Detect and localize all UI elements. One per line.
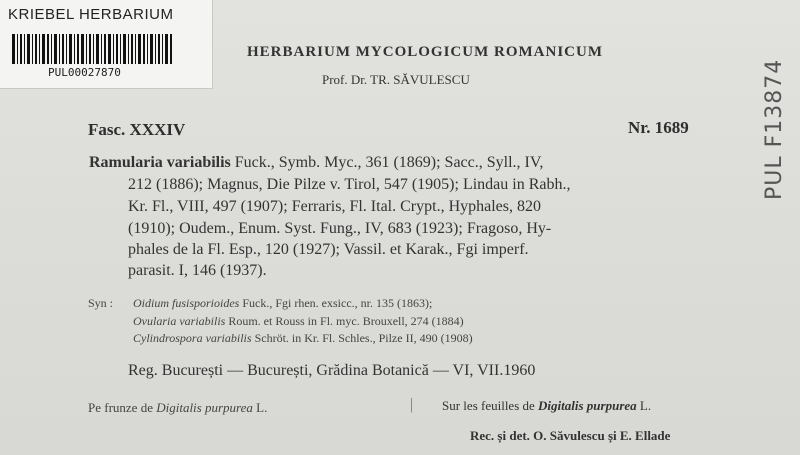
citation-line: phales de la Fl. Esp., 120 (1927); Vassil. et Karak., Fgi imperf.: [128, 241, 529, 258]
citation-line: 212 (1886); Magnus, Die Pilze v. Tirol, 547 (1905); Lindau in Rabh.,: [128, 176, 571, 193]
synonyms-label: Syn :: [88, 296, 114, 310]
species-name: Ramularia variabilis: [89, 154, 231, 171]
host-suffix: L.: [636, 398, 652, 413]
herbarium-sticker: [0, 0, 213, 89]
fascicle-number: Fasc. XXXIV: [88, 120, 186, 139]
citation-line: Kr. Fl., VIII, 497 (1907); Ferraris, Fl. Ital. Crypt., Hyphales, 820: [128, 198, 541, 215]
herbarium-professor: Prof. Dr. TR. SĂVULESCU: [322, 72, 470, 87]
synonym-name: Cylindrospora variabilis: [133, 331, 252, 345]
handwritten-accession-note: PUL F13874: [762, 58, 787, 200]
synonym-name: Ovularia variabilis: [133, 314, 226, 328]
citation-line: [89, 154, 543, 172]
barcode-number: PUL00027870: [48, 66, 121, 79]
host-prefix: Pe frunze de: [88, 400, 157, 415]
host-suffix: L.: [252, 400, 268, 415]
sticker-title: KRIEBEL HERBARIUM: [8, 6, 174, 23]
synonym-item: [133, 314, 464, 329]
citation-line: parasit. I, 146 (1937).: [128, 262, 267, 279]
synonym-ref: Schröt. in Kr. Fl. Schles., Pilze II, 490 (1908): [251, 331, 473, 345]
separator: |: [410, 396, 414, 413]
host-prefix: Sur les feuilles de: [442, 398, 539, 413]
collectors: Rec. și det. O. Săvulescu și E. Ellade: [470, 428, 671, 443]
citation-text: Fuck., Symb. Myc., 361 (1869); Sacc., Syll., IV,: [230, 154, 544, 171]
synonym-ref: Roum. et Rouss in Fl. myc. Brouxell, 274 (1884): [225, 314, 464, 328]
host-name: Digitalis purpurea: [156, 400, 253, 415]
specimen-number: Nr. 1689: [628, 118, 689, 137]
barcode: [12, 34, 172, 64]
host-name: Digitalis purpurea: [538, 398, 637, 413]
synonym-name: Oidium fusisporioides: [133, 296, 240, 310]
synonym-ref: Fuck., Fgi rhen. exsicc., nr. 135 (1863);: [239, 296, 433, 310]
collection-region: Reg. București — București, Grădina Botanică — VI, VII.1960: [128, 362, 536, 379]
synonym-item: [133, 296, 432, 311]
host-french: [442, 398, 651, 414]
citation-line: (1910); Oudem., Enum. Syst. Fung., IV, 683 (1923); Fragoso, Hy-: [128, 220, 552, 237]
synonym-item: [133, 331, 473, 346]
herbarium-title: HERBARIUM MYCOLOGICUM ROMANICUM: [247, 44, 603, 60]
host-romanian: [88, 400, 267, 416]
